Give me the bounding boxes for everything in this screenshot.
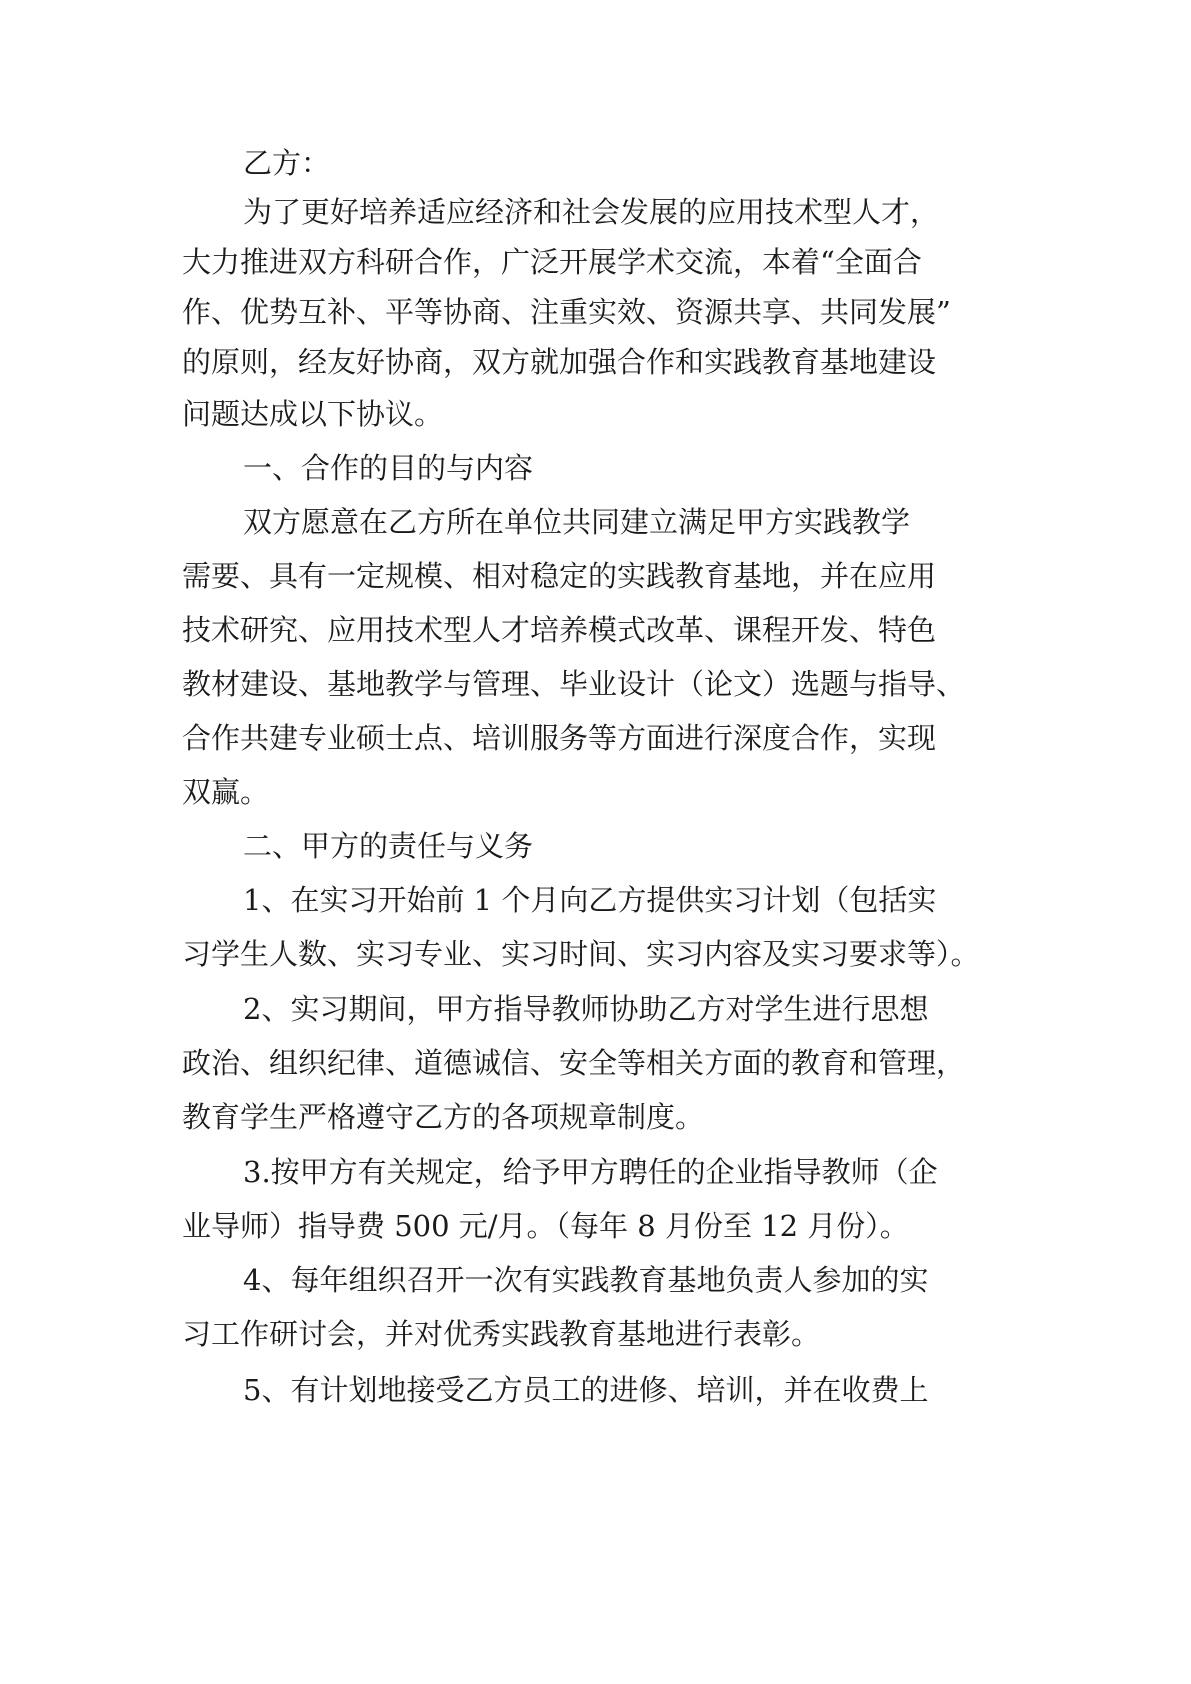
section-1-line-5: 合作共建专业硕士点、培训服务等方面进行深度合作，实现 (182, 721, 937, 755)
section-2-heading: 二、甲方的责任与义务 (243, 829, 534, 863)
section-1-heading: 一、合作的目的与内容 (243, 451, 534, 485)
item-3-line-1: 3.按甲方有关规定，给予甲方聘任的企业指导教师（企 (243, 1155, 938, 1189)
item-1-line-1: 1、在实习开始前 1 个月向乙方提供实习计划（包括实 (243, 883, 937, 917)
preamble-line-5: 问题达成以下协议。 (182, 397, 444, 431)
item-4-line-1: 4、每年组织召开一次有实践教育基地负责人参加的实 (243, 1263, 929, 1297)
section-1-line-4: 教材建设、基地教学与管理、毕业设计（论文）选题与指导、 (182, 667, 966, 701)
section-1-line-2: 需要、具有一定规模、相对稳定的实践教育基地，并在应用 (182, 559, 937, 593)
preamble-line-4: 的原则，经友好协商，双方就加强合作和实践教育基地建设 (182, 345, 937, 379)
preamble-line-3: 作、优势互补、平等协商、注重实效、资源共享、共同发展” (182, 295, 951, 329)
item-4-line-2: 习工作研讨会，并对优秀实践教育基地进行表彰。 (182, 1317, 821, 1351)
section-1-line-1: 双方愿意在乙方所在单位共同建立满足甲方实践教学 (243, 505, 911, 539)
party-b-label: 乙方： (243, 146, 331, 180)
section-1-line-3: 技术研究、应用技术型人才培养模式改革、课程开发、特色 (182, 613, 937, 647)
item-3-line-2: 业导师）指导费 500 元/月。（每年 8 月份至 12 月份）。 (182, 1209, 909, 1243)
section-1-line-6: 双赢。 (182, 775, 270, 809)
item-2-line-3: 教育学生严格遵守乙方的各项规章制度。 (182, 1100, 705, 1134)
item-5-line-1: 5、有计划地接受乙方员工的进修、培训，并在收费上 (243, 1373, 929, 1407)
item-2-line-1: 2、实习期间，甲方指导教师协助乙方对学生进行思想 (243, 992, 929, 1026)
preamble-line-2: 大力推进双方科研合作，广泛开展学术交流，本着“全面合 (182, 245, 922, 279)
item-2-line-2: 政治、组织纪律、道德诚信、安全等相关方面的教育和管理， (182, 1046, 966, 1080)
preamble-line-1: 为了更好培养适应经济和社会发展的应用技术型人才， (243, 195, 940, 229)
item-1-line-2: 习学生人数、实习专业、实习时间、实习内容及实习要求等）。 (182, 937, 980, 971)
